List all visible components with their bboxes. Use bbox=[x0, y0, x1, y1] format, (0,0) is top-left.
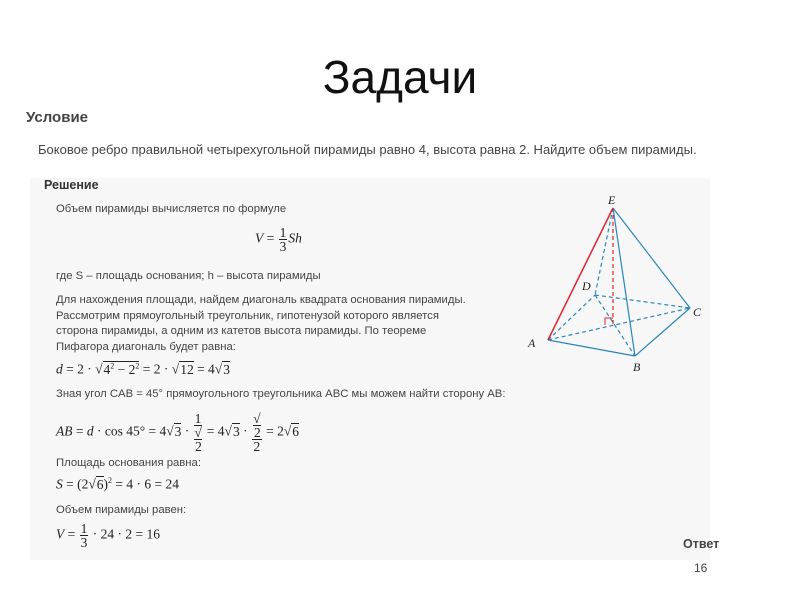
edge-EB bbox=[613, 208, 635, 356]
answer-value: 16 bbox=[694, 561, 708, 575]
explanation-line: сторона пирамиды, а одним из катетов высота пирамиды. По теореме bbox=[56, 325, 427, 337]
explanation-line: Для нахождения площади, найдем диагональ квадрата основания пирамиды. bbox=[56, 294, 466, 306]
formula-intro: Объем пирамиды вычисляется по формуле bbox=[56, 203, 287, 215]
condition-heading: Условие bbox=[26, 109, 89, 126]
angle-text: Зная угол CAB = 45° прямоугольного треугольника ABC мы можем найти сторону AB: bbox=[56, 388, 506, 400]
edge-EC bbox=[613, 208, 690, 308]
edge-DC bbox=[595, 295, 690, 308]
side-formula: AB = d · cos 45° = 4√3 · 1 √ 2 = 4√3 · √ 2 2 = 2√6 bbox=[56, 411, 299, 454]
pyramid-figure bbox=[520, 190, 720, 380]
area-text: Площадь основания равна: bbox=[56, 457, 201, 469]
explanation-line: Рассмотрим прямоугольный треугольник, гипотенузой которого является bbox=[56, 309, 439, 322]
vertex-label-A: A bbox=[528, 336, 536, 350]
diagonal-explanation bbox=[56, 293, 466, 355]
edge-AD bbox=[548, 295, 595, 340]
diagonal-AC bbox=[548, 308, 690, 340]
condition-text: Боковое ребро правильной четырехугольной пирамиды равно 4, высота равна 2. Найдите объем пирамиды. bbox=[38, 142, 697, 157]
diagonal-formula: $d = 2 \cdot √4^2 - 2^2 = 2 \cdot √12 = 4√3$ bbox=[56, 361, 230, 377]
edge-BC bbox=[635, 308, 690, 356]
volume-result-formula: V = $\frac{1}{3}$ · 24 · 2 = 16 bbox=[56, 521, 160, 550]
vertex-label-B: B bbox=[633, 360, 641, 374]
vertex-label-D: D bbox=[582, 279, 591, 293]
volume-text: Объем пирамиды равен: bbox=[56, 504, 187, 516]
explanation-line: Пифагора диагональ будет равна: bbox=[56, 340, 236, 353]
answer-heading: Ответ bbox=[683, 537, 720, 551]
vertex-label-C: C bbox=[693, 305, 702, 319]
area-formula: $S = (2√6)^2 = 4 \cdot 6 = 24$ bbox=[56, 476, 180, 492]
solution-heading: Решение bbox=[44, 178, 99, 192]
edge-AB bbox=[548, 340, 635, 356]
diagonal-DB bbox=[595, 295, 635, 356]
formula-legend: где S – площадь основания; h – высота пирамиды bbox=[56, 270, 321, 282]
edge-ED bbox=[595, 208, 613, 295]
volume-formula: V = $\frac{1}{3}$ Sh bbox=[255, 225, 302, 254]
slide-title: Задачи bbox=[322, 51, 478, 103]
vertex-label-E: E bbox=[608, 193, 616, 207]
edge-EA bbox=[548, 208, 613, 340]
